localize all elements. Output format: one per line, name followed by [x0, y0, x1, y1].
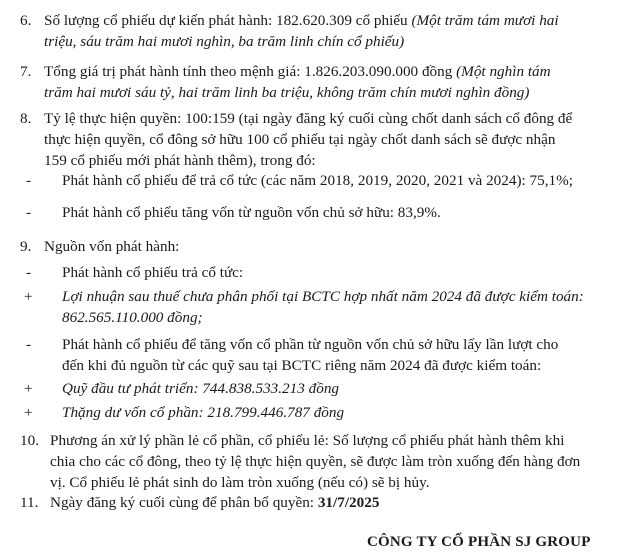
item-body: Ngày đăng ký cuối cùng để phân bổ quyền: — [50, 494, 318, 511]
item-marker: 9. — [20, 238, 32, 255]
item-text: Nguồn vốn phát hành: — [44, 238, 180, 255]
item-text — [44, 61, 632, 103]
dash-marker: - — [26, 336, 32, 353]
item-marker: 8. — [20, 110, 32, 127]
item-marker: 6. — [20, 12, 32, 29]
item-text: Phương án xử lý phần lẻ cổ phần, cổ phiếu lẻ: Số lượng cổ phiếu phát hành thêm khi chia cho các cổ đông, theo tỷ lệ thực hiện quyền, sẽ được làm tròn xuống đến hàng đơn vị. Cổ phiếu lẻ phát sinh do làm tròn xuống (nếu có) sẽ bị hủy. — [50, 432, 581, 491]
item-marker: 11. — [20, 494, 39, 511]
dash-marker: - — [26, 204, 32, 221]
item-marker: 7. — [20, 63, 32, 80]
item-italic-note: (Một nghìn tám trăm hai mươi sáu tỷ, hai trăm linh ba triệu, không trăm chín mươi nghìn đồng) — [44, 63, 551, 101]
dash-marker: - — [26, 264, 32, 281]
item-text: Phát hành cổ phiếu để tăng vốn cổ phần từ nguồn vốn chủ sở hữu lấy lần lượt cho đến khi đủ nguồn từ các quỹ sau tại BCTC riêng năm 2024 đã được kiểm toán: — [62, 336, 559, 374]
item-text: Quỹ đầu tư phát triển: 744.838.533.213 đồng — [62, 380, 340, 397]
item-text — [44, 10, 632, 52]
item-italic-note: (Một trăm tám mươi hai triệu, sáu trăm hai mươi nghìn, ba trăm linh chín cổ phiếu) — [44, 12, 559, 50]
item-text: Phát hành cổ phiếu tăng vốn từ nguồn vốn chủ sở hữu: 83,9%. — [62, 204, 441, 221]
company-name: CÔNG TY CỔ PHẦN SJ GROUP — [367, 534, 591, 550]
dash-marker: - — [26, 172, 32, 189]
item-text: Lợi nhuận sau thuế chưa phân phối tại BCTC hợp nhất năm 2024 đã được kiểm toán: 862.565.110.000 đồng; — [62, 288, 584, 326]
item-text: Tỷ lệ thực hiện quyền: 100:159 (tại ngày đăng ký cuối cùng chốt danh sách cổ đông để thực hiện quyền, cổ đông sở hữu 100 cổ phiếu tại ngày chốt danh sách sẽ được nhận 159 cổ phiếu mới phát hành thêm), trong đó: — [44, 110, 573, 169]
item-text — [50, 492, 632, 513]
plus-marker: + — [24, 404, 33, 421]
plus-marker: + — [24, 288, 33, 305]
item-body: Tổng giá trị phát hành tính theo mệnh giá: 1.826.203.090.000 đồng — [44, 63, 457, 80]
item-text: Thặng dư vốn cổ phần: 218.799.446.787 đồng — [62, 404, 345, 421]
record-date: 31/7/2025 — [317, 494, 380, 511]
plus-marker: + — [24, 380, 33, 397]
item-marker: 10. — [20, 432, 39, 449]
item-body: Số lượng cổ phiếu dự kiến phát hành: 182.620.309 cổ phiếu — [44, 12, 412, 29]
item-text: Phát hành cổ phiếu trả cổ tức: — [62, 264, 244, 281]
item-text: Phát hành cổ phiếu để trả cổ tức (các năm 2018, 2019, 2020, 2021 và 2024): 75,1%; — [62, 172, 573, 189]
